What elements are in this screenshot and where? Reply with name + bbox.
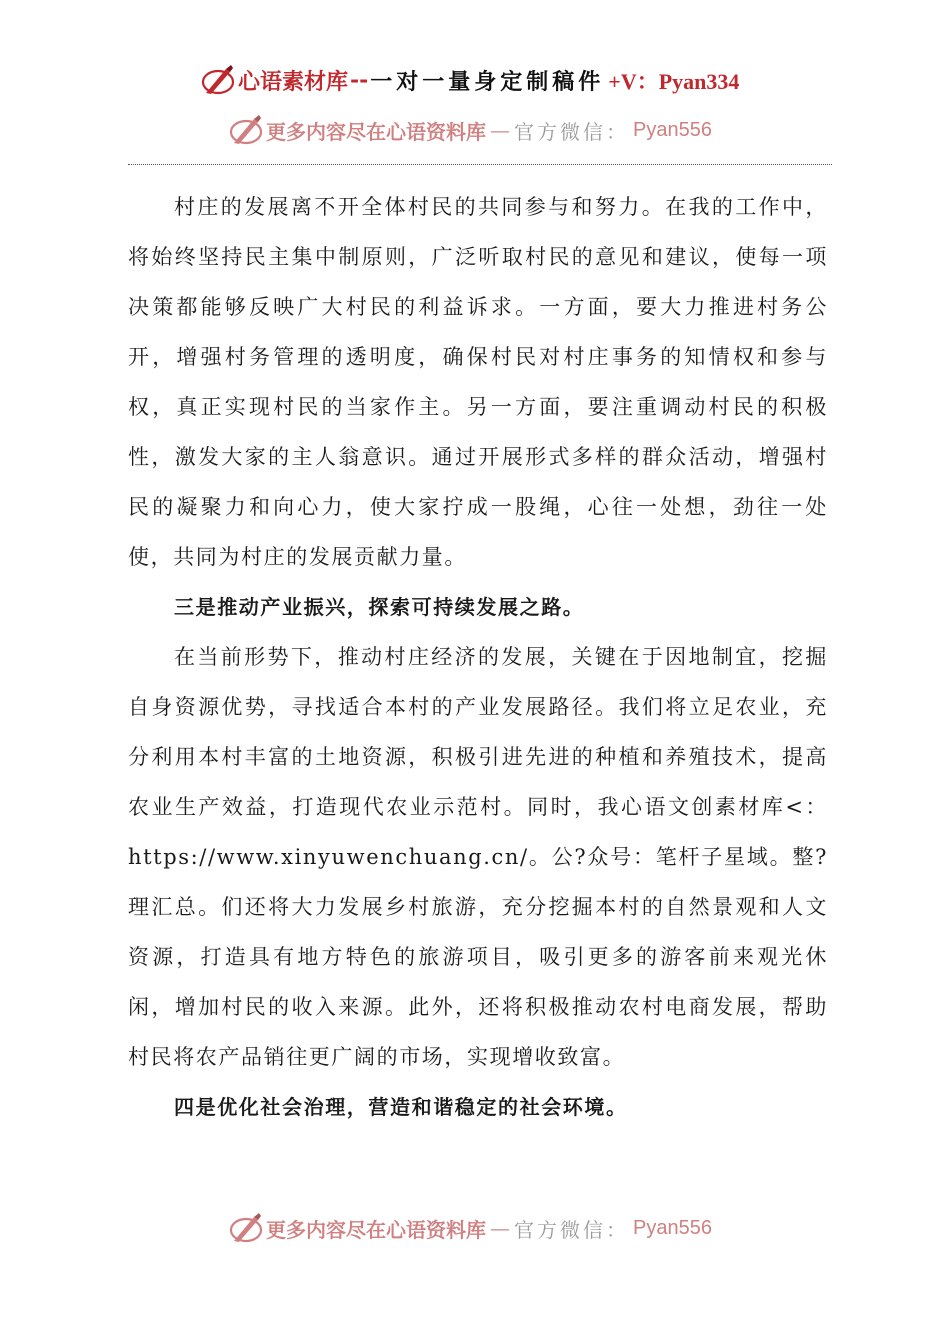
pen-logo-icon xyxy=(200,63,236,97)
official-wechat-label: 官方微信： xyxy=(514,1217,629,1242)
wechat-id: Pyan556 xyxy=(633,118,712,141)
pen-logo-icon xyxy=(228,1211,264,1245)
document-body xyxy=(128,182,828,1132)
paragraph: 在当前形势下，推动村庄经济的发展，关键在于因地制宜，挖掘自身资源优势，寻找适合本村的产业发展路径。我们将立足农业，充分利用本村丰富的土地资源，积极引进先进的种植和养殖技术，提高农业生产效益，打造现代农业示范村。同时，我心语文创素材库<：https://www.xinyuwenchuang.cn/。公?众号：笔杆子星域。整?理汇总。们还将大力发展乡村旅游，充分挖掘本村的自然景观和人文资源，打造具有地方特色的旅游项目，吸引更多的游客前来观光休闲，增加村民的收入来源。此外，还将积极推动农村电商发展，帮助村民将农产品销往更广阔的市场，实现增收致富。 xyxy=(128,645,829,1069)
paragraph: 村庄的发展离不开全体村民的共同参与和努力。在我的工作中，将始终坚持民主集中制原则，广泛听取村民的意见和建议，使每一项决策都能够反映广大村民的利益诉求。一方面，要大力推进村务公开，增强村务管理的透明度，确保村民对村庄事务的知情权和参与权，真正实现村民的当家作主。另一方面，要注重调动村民的积极性，激发大家的主人翁意识。通过开展形式多样的群众活动，增强村民的凝聚力和向心力，使大家拧成一股绳，心往一处想，劲往一处使，共同为村庄的发展贡献力量。 xyxy=(128,195,828,569)
promo-text: 更多内容尽在心语资料库 xyxy=(266,1217,486,1242)
wechat-id: Pyan556 xyxy=(633,1216,712,1239)
header-separator: -- xyxy=(350,67,369,93)
header-divider xyxy=(128,164,832,165)
official-wechat-label: 官方微信： xyxy=(514,119,629,144)
promo-banner-footer xyxy=(228,1210,712,1246)
section-heading: 三是推动产业振兴，探索可持续发展之路。 xyxy=(174,595,585,619)
promo-dash: — xyxy=(490,1216,510,1240)
promo-dash: — xyxy=(490,118,510,142)
promo-banner-top xyxy=(228,112,712,148)
section-heading: 四是优化社会治理，营造和谐稳定的社会环境。 xyxy=(174,1095,628,1119)
header-banner xyxy=(200,62,739,98)
promo-text: 更多内容尽在心语资料库 xyxy=(266,119,486,144)
pen-logo-icon xyxy=(228,113,264,147)
brand-name: 心语素材库 xyxy=(238,69,349,95)
contact-id: +V：Pyan334 xyxy=(608,68,740,94)
custom-service-text: 一对一量身定制稿件 xyxy=(370,68,605,95)
